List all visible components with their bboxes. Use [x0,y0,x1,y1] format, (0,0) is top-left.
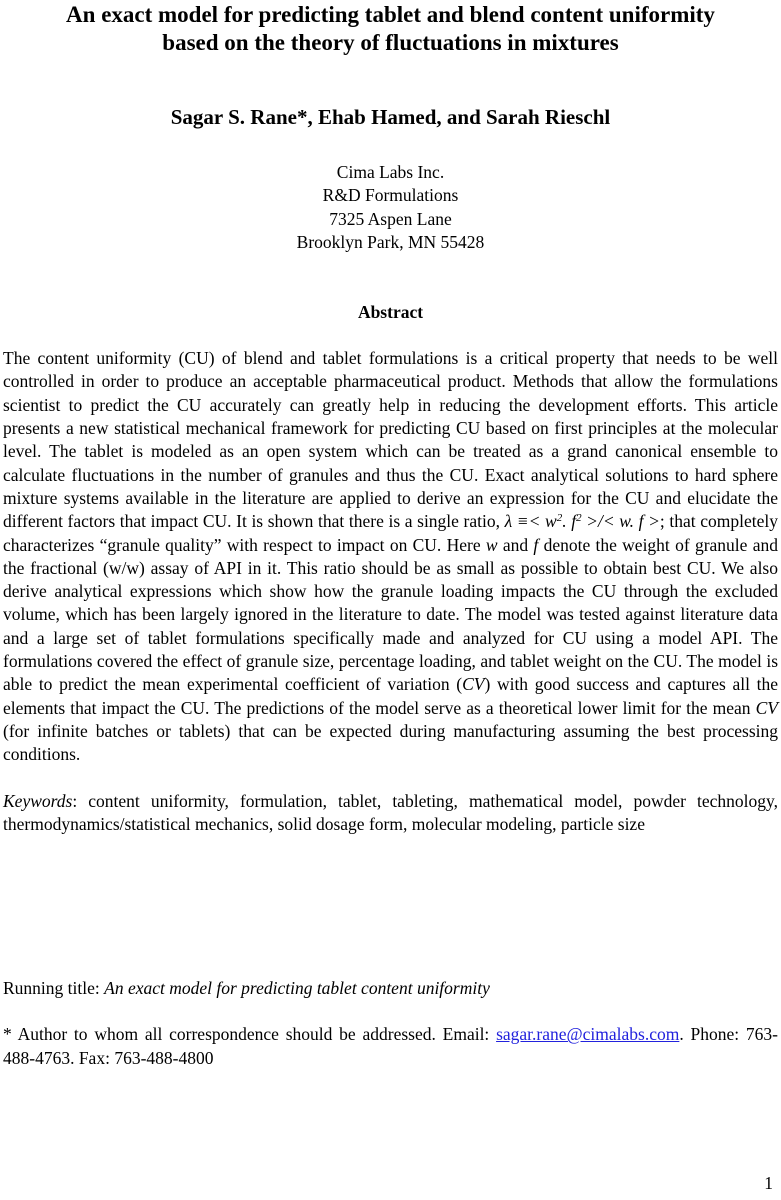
formula-superscript-f2: 2 [576,512,582,525]
formula-lambda-ratio: . f [562,511,577,532]
paper-title [3,0,778,57]
page-number: 1 [764,1173,773,1193]
abstract-segment: ) with good success and captures all the elements that impact the CU. The predictions of the model serve as a theoretical lower limit for the mean [3,674,778,718]
running-title-label: Running title: [3,978,105,999]
email-link[interactable]: sagar.rane@cimalabs.com [496,1024,680,1045]
keywords-label: Keywords [3,790,73,811]
abstract-segment: and [497,534,534,555]
abstract-segment: The content uniformity (CU) of blend and tablet formulations is a critical property that needs to be well controlled in order to produce an acceptable pharmaceutical product. Methods that allow the formulations scientist to predict the CU accurately can greatly help in reducing the development efforts. This article presents a new statistical mechanical framework for predicting CU based on first principles at the molecular level. The tablet is modeled as an open system which can be treated as a grand canonical ensemble to calculate fluctuations in the number of granules and thus the CU. Exact analytical solutions to hard sphere mixture systems available in the literature are applied to derive an expression for the CU and elucidate the different factors that impact CU. It is shown that there is a single ratio, [3,348,778,532]
formula-superscript-w2: 2 [556,512,563,525]
affiliation-line-street: 7325 Aspen Lane [329,208,452,229]
affiliation-line-city: Brooklyn Park, MN 55428 [296,231,485,252]
affiliation-line-department: R&D Formulations [322,185,459,206]
affiliation-block [3,161,778,254]
correspondence-paragraph [3,1023,778,1070]
variable-f: f [533,534,539,555]
variable-cv: CV [755,697,778,718]
formula-lambda-ratio: λ ≡< w [504,511,557,532]
abstract-segment: ; that completely characterizes “granule quality” with respect to impact on CU. Here [3,511,778,555]
running-title-line [3,977,778,1000]
correspondence-text: . Phone: 763-488-4763. Fax: 763-488-4800 [3,1024,778,1068]
keywords-paragraph [3,790,778,837]
variable-w: w [485,534,498,555]
correspondence-text: * Author to whom all correspondence should be addressed. Email: [3,1024,497,1045]
abstract-heading: Abstract [357,302,424,323]
abstract-paragraph [3,347,778,766]
authors-line: Sagar S. Rane*, Ehab Hamed, and Sarah Rieschl [170,105,611,129]
formula-lambda-ratio: >/< w. f > [581,511,660,532]
paper-title-line-2: based on the theory of fluctuations in mixtures [162,30,619,55]
paper-title-line-1: An exact model for predicting tablet and blend content uniformity [66,2,715,27]
abstract-segment: denote the weight of granule and the fractional (w/w) assay of API in it. This ratio should be as small as possible to obtain best CU. We also derive analytical expressions which show how the granule loading impacts the CU through the excluded volume, which has been largely ignored in the literature to date. The model was tested against literature data and a large set of tablet formulations specifically made and analyzed for CU using a model API. The formulations covered the effect of granule size, percentage loading, and tablet weight on the CU. The model is able to predict the mean experimental coefficient of variation ( [3,534,778,695]
keywords-list: : content uniformity, formulation, tablet, tableting, mathematical model, powder technology, thermodynamics/statistical mechanics, solid dosage form, molecular modeling, particle size [3,790,778,834]
abstract-segment: (for infinite batches or tablets) that can be expected during manufacturing assuming the best processing conditions. [3,720,778,765]
affiliation-line-institution: Cima Labs Inc. [336,162,445,182]
variable-cv: CV [462,674,485,695]
running-title-text: An exact model for predicting tablet content uniformity [104,978,490,999]
